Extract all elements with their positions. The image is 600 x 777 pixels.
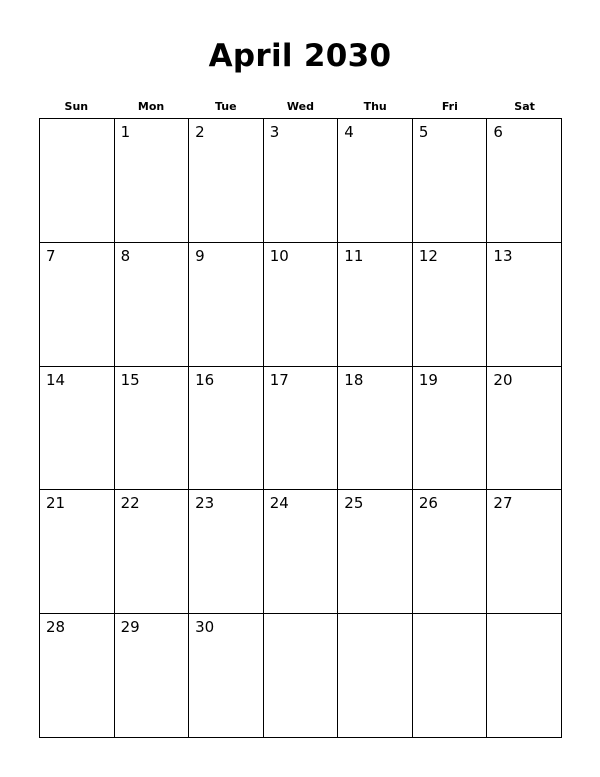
day-cell	[115, 243, 190, 367]
day-cell	[115, 119, 190, 243]
day-cell	[487, 490, 562, 614]
day-cell	[40, 614, 115, 738]
day-number: 19	[418, 370, 438, 389]
day-number: 30	[195, 618, 215, 637]
day-cell	[189, 367, 264, 491]
day-cell	[413, 614, 488, 738]
day-number: 8	[120, 246, 131, 265]
day-number: 6	[493, 123, 503, 141]
day-cell	[189, 243, 264, 367]
day-cell	[338, 243, 413, 367]
day-number: 17	[269, 370, 289, 389]
day-number: 14	[46, 370, 66, 389]
day-number: 7	[46, 246, 56, 265]
weekday-mon: Mon	[137, 100, 165, 113]
day-number: 22	[120, 494, 140, 513]
day-cell	[115, 367, 190, 491]
day-cell	[189, 119, 264, 243]
day-number: 29	[120, 618, 140, 637]
day-cell	[264, 243, 339, 367]
day-cell	[40, 243, 115, 367]
day-cell	[338, 367, 413, 491]
day-cell	[413, 119, 488, 243]
day-cell	[264, 367, 339, 491]
day-number: 4	[344, 123, 354, 141]
day-number: 20	[493, 370, 513, 389]
day-number: 24	[269, 494, 289, 513]
day-number: 27	[493, 494, 513, 513]
weekday-sat: Sat	[514, 100, 535, 113]
day-number: 10	[269, 246, 289, 265]
day-number: 25	[344, 494, 364, 513]
day-number: 3	[269, 123, 280, 141]
day-number: 13	[493, 246, 513, 265]
day-number: 16	[195, 370, 215, 389]
weekday-fri: Fri	[441, 100, 458, 113]
day-number: 18	[344, 370, 364, 389]
day-cell	[338, 490, 413, 614]
day-number: 21	[46, 494, 66, 513]
day-number: 28	[46, 618, 66, 637]
day-number: 12	[418, 246, 438, 265]
weekday-header-row	[39, 97, 562, 117]
day-cell	[487, 119, 562, 243]
day-cell	[413, 490, 488, 614]
weekday-sun: Sun	[64, 100, 89, 113]
weekday-wed: Wed	[286, 100, 314, 113]
day-cell	[40, 119, 115, 243]
day-cell	[189, 490, 264, 614]
day-number: 23	[195, 494, 215, 513]
calendar-grid	[39, 118, 562, 738]
day-cell	[487, 614, 562, 738]
day-cell	[413, 243, 488, 367]
weekday-thu: Thu	[363, 100, 387, 113]
day-cell	[264, 119, 339, 243]
day-cell	[338, 119, 413, 243]
day-number: 26	[418, 494, 438, 513]
day-cell	[264, 490, 339, 614]
day-number: 1	[120, 123, 131, 141]
day-number: 9	[195, 246, 205, 265]
day-number: 15	[120, 370, 140, 389]
day-cell	[487, 367, 562, 491]
day-number: 11	[344, 246, 364, 265]
day-cell	[338, 614, 413, 738]
day-cell	[189, 614, 264, 738]
day-cell	[40, 367, 115, 491]
day-cell	[264, 614, 339, 738]
day-number: 2	[195, 123, 205, 141]
day-cell	[115, 490, 190, 614]
day-cell	[487, 243, 562, 367]
day-cell	[115, 614, 190, 738]
day-number: 5	[418, 123, 429, 141]
day-cell	[413, 367, 488, 491]
calendar-title: April 2030	[208, 38, 392, 74]
weekday-tue: Tue	[214, 100, 237, 113]
day-cell	[40, 490, 115, 614]
